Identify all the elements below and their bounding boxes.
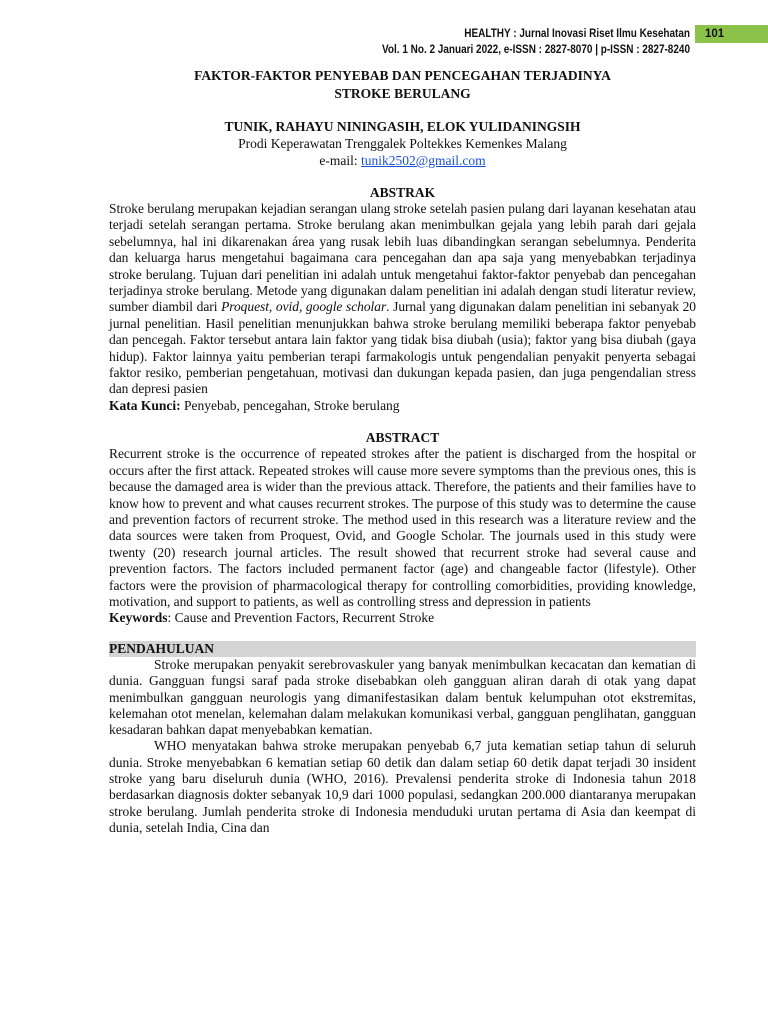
keywords-text: : Cause and Prevention Factors, Recurrent Stroke <box>167 610 435 626</box>
pendahuluan-paragraph-1: Stroke merupakan penyakit serebrovaskuler yang banyak menimbulkan kecacatan dan kematian di dunia. Gangguan fungsi saraf pada stroke disebabkan oleh gangguan aliran darah di otak yang dapat menimbulkan gangguan neurologis yang dimanifestasikan dalam bentuk kelumpuhan otot ekstremitas, kelemahan otot menelan, kelemahan dalam melakukan komunikasi verbal, gangguan penglihatan, gangguan kesadaran bahkan dapat menyebabkan kematian. <box>109 656 696 738</box>
title-line-1: FAKTOR-FAKTOR PENYEBAB DAN PENCEGAHAN TERJADINYA <box>194 68 611 83</box>
abstrak-text-part2: . Jurnal yang digunakan dalam penelitian ini sebanyak 20 jurnal penelitian. Hasil penelitian menunjukkan bahwa stroke berulang memiliki beberapa faktor penyebab dan pencegah. Faktor tersebut antara lain faktor yang tidak bisa diubah (usia); faktor yang bisa diubah (gaya hidup). Faktor lainnya yaitu pemberian terapi farmakologis untuk pengendalian penyakit penyerta sebagai faktor resiko, pemberian pengetahuan, motivasi dan dukungan kepada pasien, dan juga pengendalian stress dan depresi pasien <box>109 299 696 397</box>
kata-kunci-label: Kata Kunci: <box>109 397 181 413</box>
kata-kunci <box>109 398 696 415</box>
email-link[interactable]: tunik2502@gmail.com <box>361 153 486 168</box>
authors: TUNIK, RAHAYU NININGASIH, ELOK YULIDANINGSIH <box>224 119 581 134</box>
article-body <box>109 67 696 836</box>
abstract-text: Recurrent stroke is the occurrence of repeated strokes after the patient is discharged from the hospital or occurs after the first attack. Repeated strokes will cause more severe symptoms than the previous ones, this is because the damaged area is wider than the previous attack. Therefore, the patients and their families have to know how to prevent and what causes recurrent strokes. The purpose of this study was to determine the cause and prevention factors of recurrent stroke. The method used in this research was a literature review and the data sources were taken from Proquest, Ovid, and Google Scholar. The journals used in this study were twenty (20) research journal articles. The result showed that recurrent stroke had several cause and prevention factors. The factors included permanent factor (age) and changeable factor (lifestyle). Other factors were the provision of pharmacological therapy for controlling comorbidities, providing knowledge, motivation, and support to patients, as well as controlling stress and depression in patients <box>109 446 696 610</box>
page-number-badge: 101 <box>695 25 768 43</box>
abstract-heading: ABSTRACT <box>365 430 440 446</box>
title-line-2: STROKE BERULANG <box>334 85 471 101</box>
abstrak-text-part1: Stroke berulang merupakan kejadian serangan ulang stroke setelah pasien pulang dari layanan kesehatan atau terjadi setelah serangan pertama. Stroke berulang akan menimbulkan gejala yang lebih parah dari gejala sebelumnya, hal ini dikarenakan área yang rusak lebih luas dibandingkan serangan sebelumnya. Penderita dan keluarga harus mengetahui bagaimana cara pencegahan dan apa saja yang menyebabkan terjadinya stroke berulang. Tujuan dari penelitian ini adalah untuk mengetahui faktor-faktor penyebab dan pencegahan terjadinya stroke berulang. Metode yang digunakan dalam penelitian ini adalah dengan studi literatur review, sumber diambil dari <box>109 201 696 315</box>
abstrak-text <box>109 201 696 398</box>
kata-kunci-text: Penyebab, pencegahan, Stroke berulang <box>180 397 400 413</box>
email-line <box>109 152 696 169</box>
abstrak-sources: Proquest, ovid, google scholar <box>221 299 387 315</box>
email-label: e-mail: <box>319 153 362 168</box>
pendahuluan-heading: PENDAHULUAN <box>109 641 696 657</box>
keywords-label: Keywords <box>109 610 168 626</box>
abstrak-heading: ABSTRAK <box>369 185 436 200</box>
journal-name: HEALTHY : Jurnal Inovasi Riset Ilmu Kesehatan <box>464 27 690 40</box>
article-title <box>109 67 696 102</box>
pendahuluan-paragraph-2: WHO menyatakan bahwa stroke merupakan penyebab 6,7 juta kematian setiap tahun di seluruh dunia. Stroke menyebabkan 6 kematian setiap 60 detik dan dalam setiap 60 detik dapat terjadi 30 insident stroke yang baru diseluruh dunia (WHO, 2016). Prevalensi penderita stroke di Indonesia tahun 2018 berdasarkan diagnosis dokter sebanyak 10,9 dari 1000 populasi, sedangkan 200.000 diantaranya merupakan stroke berulang. Jumlah penderita stroke di Indonesia menduduki urutan pertama di Asia dan keempat di dunia, setelah India, Cina dan <box>109 738 696 835</box>
affiliation: Prodi Keperawatan Trenggalek Poltekkes Kemenkes Malang <box>238 136 567 151</box>
issue-info: Vol. 1 No. 2 Januari 2022, e-ISSN : 2827-8070 | p-ISSN : 2827-8240 <box>382 43 690 56</box>
journal-header <box>355 26 690 58</box>
keywords <box>109 610 696 627</box>
